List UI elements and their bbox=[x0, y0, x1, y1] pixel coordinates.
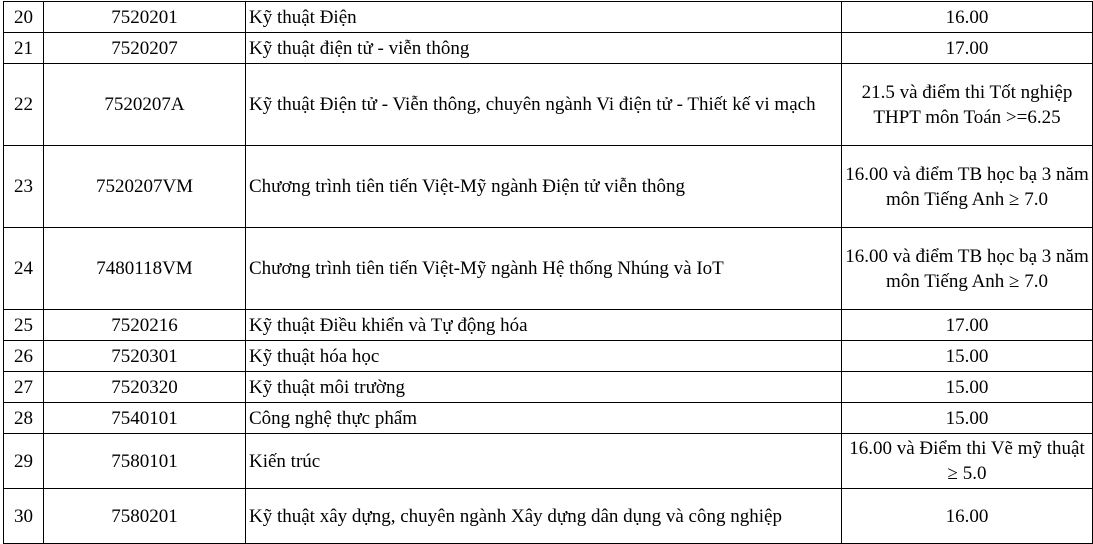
table-row bbox=[4, 146, 1093, 228]
table-row bbox=[4, 341, 1093, 372]
table-row bbox=[4, 310, 1093, 341]
table-row bbox=[4, 228, 1093, 310]
admission-score: 16.00 bbox=[842, 489, 1093, 544]
admission-score: 21.5 và điểm thi Tốt nghiệp THPT môn Toán >=6.25 bbox=[842, 64, 1093, 146]
table-row bbox=[4, 64, 1093, 146]
program-name: Chương trình tiên tiến Việt-Mỹ ngành Hệ thống Nhúng và IoT bbox=[246, 228, 842, 310]
program-code: 7520207 bbox=[44, 33, 246, 64]
program-code: 7520201 bbox=[44, 2, 246, 33]
program-name: Kiến trúc bbox=[246, 434, 842, 489]
admission-score: 15.00 bbox=[842, 403, 1093, 434]
program-code: 7520301 bbox=[44, 341, 246, 372]
table-row bbox=[4, 403, 1093, 434]
program-name: Kỹ thuật hóa học bbox=[246, 341, 842, 372]
table-row bbox=[4, 434, 1093, 489]
admission-score: 16.00 và điểm TB học bạ 3 năm môn Tiếng Anh ≥ 7.0 bbox=[842, 146, 1093, 228]
program-code: 7580201 bbox=[44, 489, 246, 544]
table-row bbox=[4, 2, 1093, 33]
program-code: 7520216 bbox=[44, 310, 246, 341]
program-name: Kỹ thuật điện tử - viễn thông bbox=[246, 33, 842, 64]
row-number: 27 bbox=[4, 372, 44, 403]
row-number: 22 bbox=[4, 64, 44, 146]
admissions-table bbox=[3, 1, 1093, 544]
admission-score: 16.00 bbox=[842, 2, 1093, 33]
table-row bbox=[4, 372, 1093, 403]
program-code: 7480118VM bbox=[44, 228, 246, 310]
program-name: Kỹ thuật xây dựng, chuyên ngành Xây dựng dân dụng và công nghiệp bbox=[246, 489, 842, 544]
admission-score: 17.00 bbox=[842, 310, 1093, 341]
row-number: 23 bbox=[4, 146, 44, 228]
program-code: 7520207VM bbox=[44, 146, 246, 228]
table-row bbox=[4, 33, 1093, 64]
row-number: 25 bbox=[4, 310, 44, 341]
row-number: 24 bbox=[4, 228, 44, 310]
row-number: 29 bbox=[4, 434, 44, 489]
program-name: Kỹ thuật Điều khiển và Tự động hóa bbox=[246, 310, 842, 341]
program-code: 7540101 bbox=[44, 403, 246, 434]
admission-score: 16.00 và điểm TB học bạ 3 năm môn Tiếng Anh ≥ 7.0 bbox=[842, 228, 1093, 310]
admission-score: 15.00 bbox=[842, 341, 1093, 372]
program-name: Công nghệ thực phẩm bbox=[246, 403, 842, 434]
row-number: 28 bbox=[4, 403, 44, 434]
admission-score: 16.00 và Điểm thi Vẽ mỹ thuật ≥ 5.0 bbox=[842, 434, 1093, 489]
admission-score: 15.00 bbox=[842, 372, 1093, 403]
table-row bbox=[4, 489, 1093, 544]
program-code: 7580101 bbox=[44, 434, 246, 489]
row-number: 20 bbox=[4, 2, 44, 33]
program-name: Kỹ thuật môi trường bbox=[246, 372, 842, 403]
admission-score: 17.00 bbox=[842, 33, 1093, 64]
row-number: 30 bbox=[4, 489, 44, 544]
program-name: Chương trình tiên tiến Việt-Mỹ ngành Điện tử viễn thông bbox=[246, 146, 842, 228]
row-number: 26 bbox=[4, 341, 44, 372]
program-code: 7520320 bbox=[44, 372, 246, 403]
program-code: 7520207A bbox=[44, 64, 246, 146]
program-name: Kỹ thuật Điện tử - Viễn thông, chuyên ngành Vi điện tử - Thiết kế vi mạch bbox=[246, 64, 842, 146]
program-name: Kỹ thuật Điện bbox=[246, 2, 842, 33]
row-number: 21 bbox=[4, 33, 44, 64]
